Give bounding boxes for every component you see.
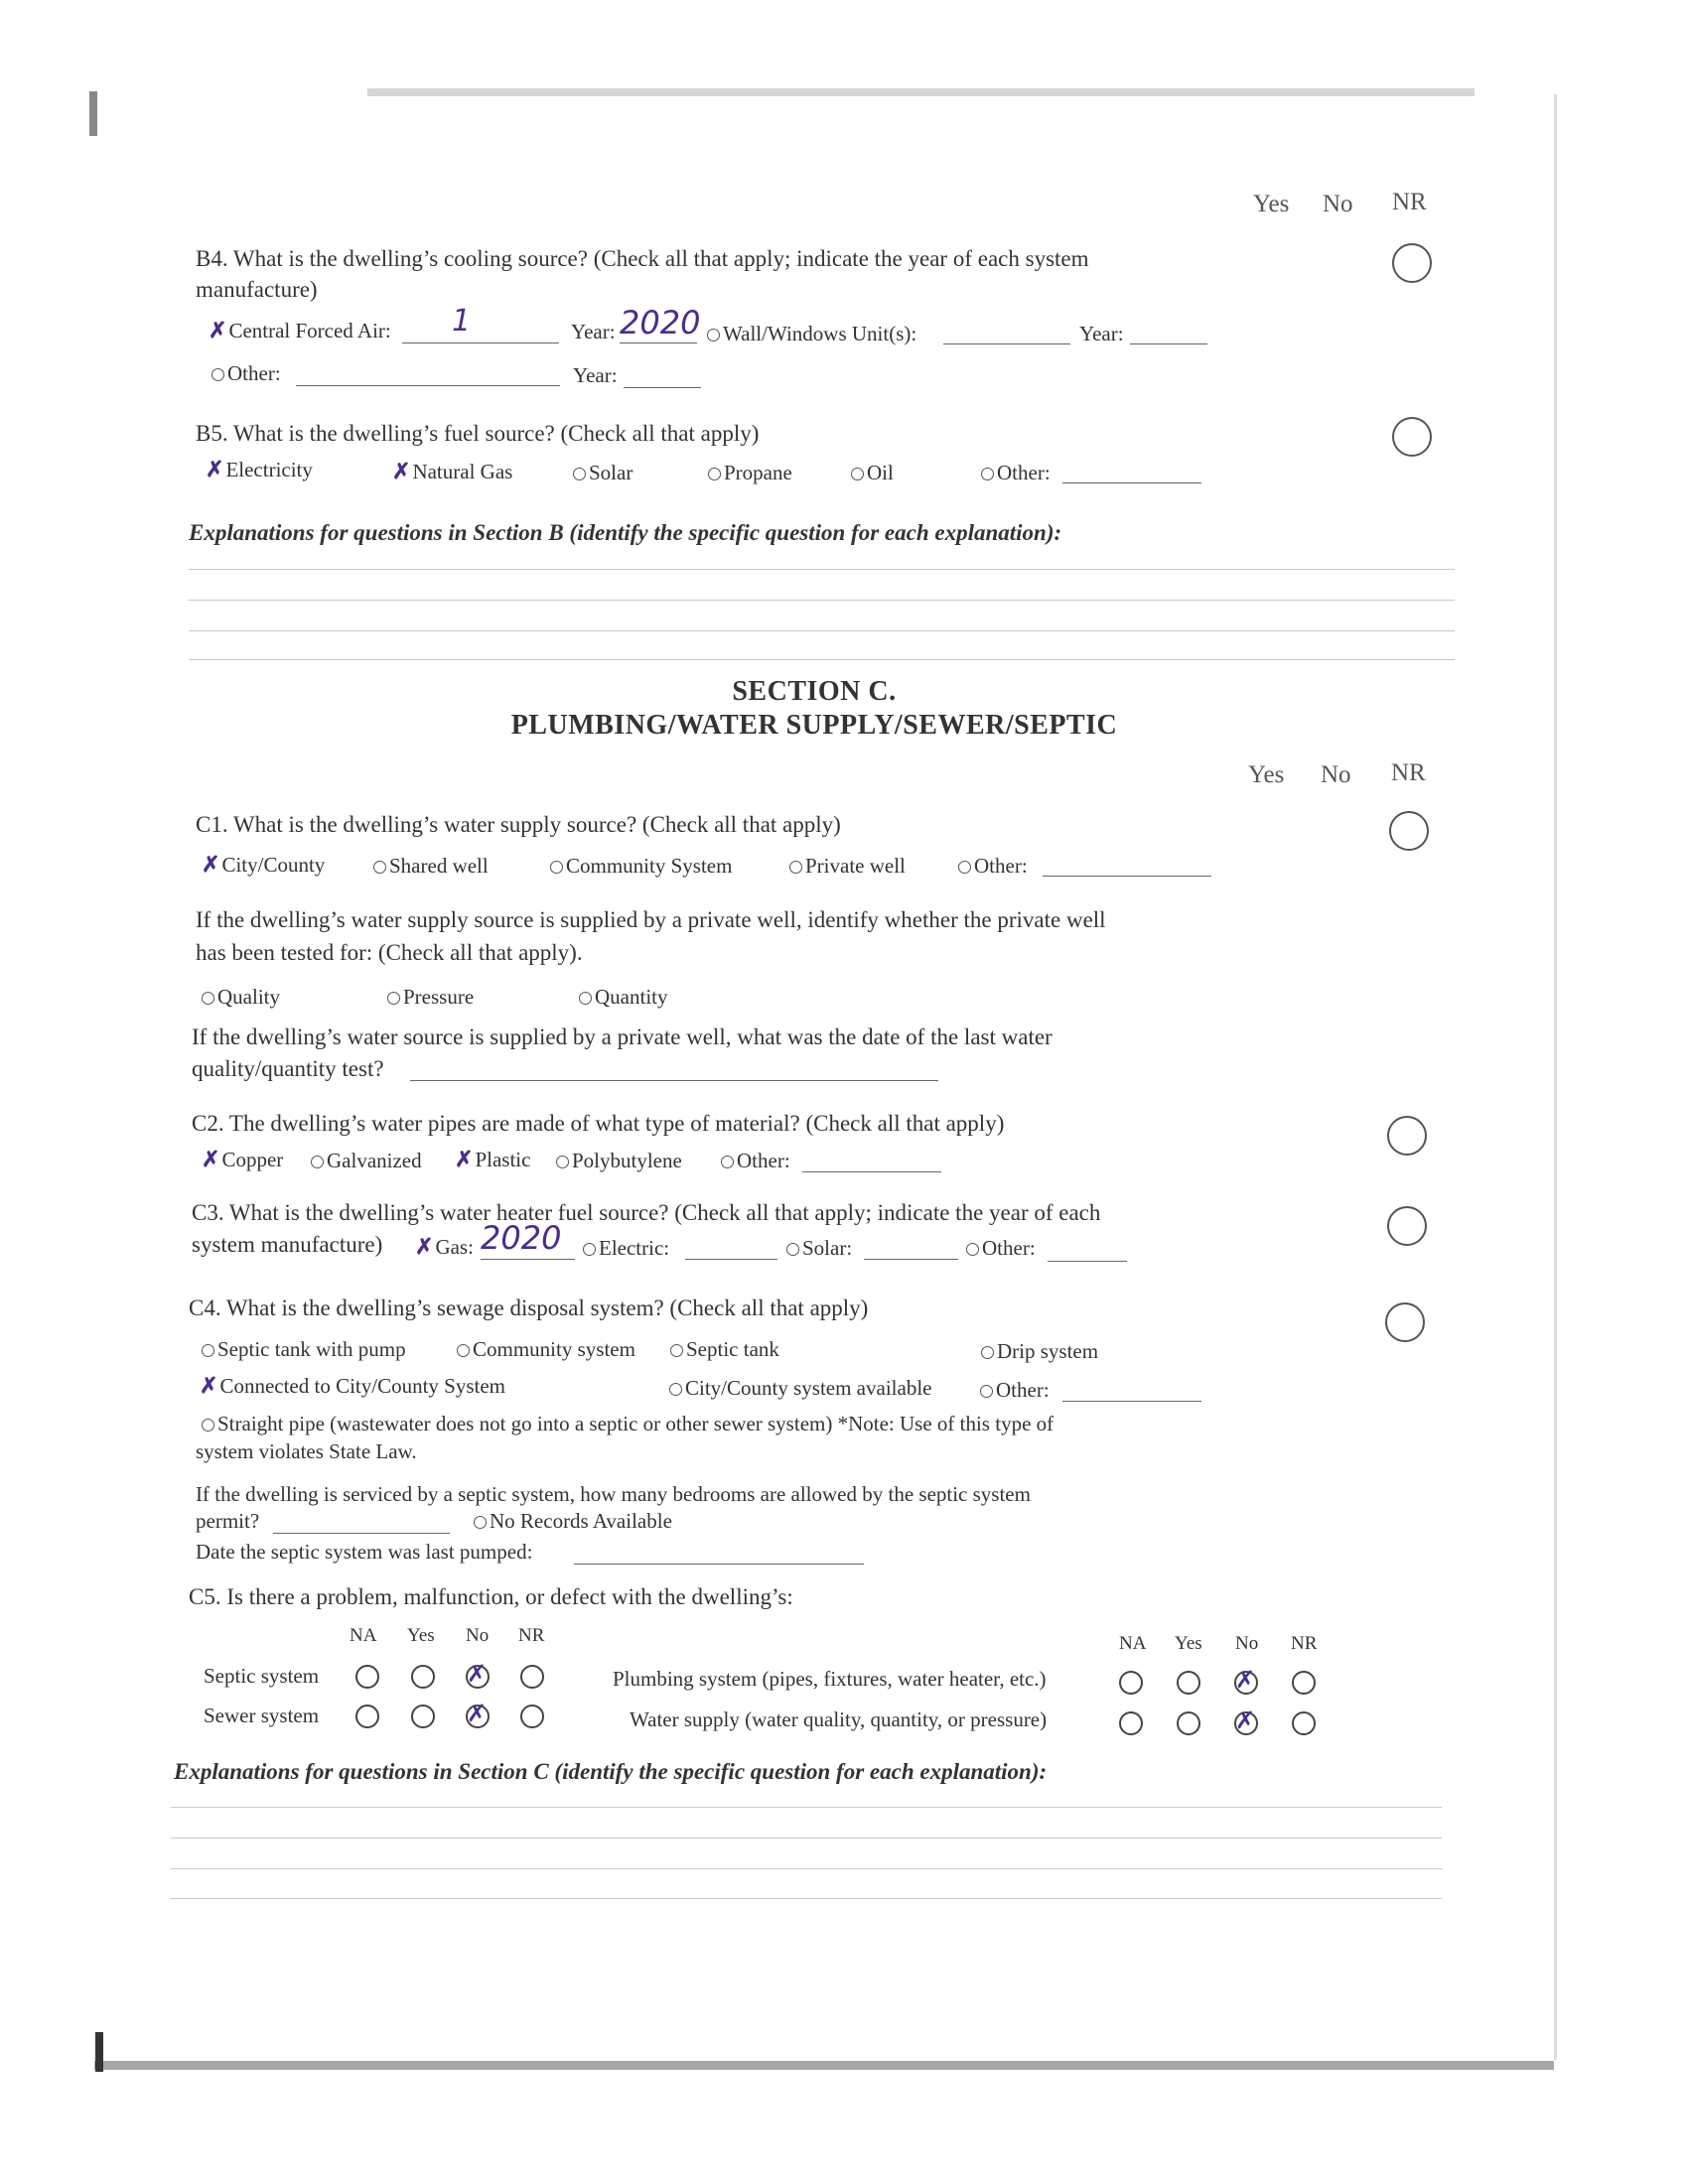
radio-icon — [550, 861, 563, 874]
b4-nr-radio[interactable] — [1392, 243, 1432, 283]
explanation-line[interactable] — [171, 1807, 1442, 1808]
c5-col-yes: Yes — [407, 1625, 435, 1646]
section-c-title: SECTION C. — [732, 676, 897, 707]
b5-natural-gas[interactable] — [392, 459, 512, 484]
b5-electricity[interactable] — [206, 457, 313, 482]
b4-central-year: 2020 — [620, 304, 701, 341]
c5-col-na: NA — [350, 1625, 377, 1646]
radio-icon — [373, 861, 386, 874]
radio-icon — [579, 992, 592, 1005]
c4-system-available[interactable] — [669, 1376, 931, 1401]
c5-col-nr: NR — [518, 1625, 545, 1646]
c5-plumbing-yes[interactable] — [1177, 1671, 1200, 1695]
check-mark-icon: ✗ — [392, 459, 411, 483]
b4-central-value: 1 — [452, 304, 472, 339]
c3-nr-radio[interactable] — [1387, 1206, 1427, 1246]
c4-pumped-question: Date the septic system was last pumped: — [196, 1540, 533, 1564]
b4-other-year-label: Year: — [573, 363, 618, 387]
c5-plumbing-label: Plumbing system (pipes, fixtures, water heater, etc.) — [613, 1667, 1047, 1691]
check-mark-icon: ✗ — [415, 1234, 434, 1259]
radio-icon — [583, 1243, 596, 1256]
check-mark-icon: ✗ — [1235, 1706, 1256, 1734]
c4-community-system[interactable] — [457, 1337, 635, 1362]
c1-other-line — [1043, 876, 1211, 877]
b5-electricity-label: Electricity — [225, 458, 313, 481]
c4-no-records-label: No Records Available — [490, 1509, 672, 1533]
radio-icon — [851, 468, 864, 480]
c1-test-pressure[interactable] — [387, 985, 474, 1010]
col-no: No — [1321, 761, 1351, 788]
b4-wall-line — [943, 343, 1070, 344]
check-mark-icon: ✗ — [209, 318, 227, 342]
c3-other-label: Other: — [982, 1236, 1036, 1260]
check-mark-icon: ✗ — [1235, 1666, 1256, 1694]
c2-galvanized-label: Galvanized — [327, 1149, 422, 1172]
c1-community-system[interactable] — [550, 854, 732, 879]
scan-edge-left — [89, 91, 97, 136]
c3-other[interactable] — [966, 1236, 1036, 1261]
explanation-line[interactable] — [171, 1838, 1442, 1839]
b4-wall-year-label: Year: — [1079, 322, 1124, 345]
c4-other-line — [1062, 1401, 1201, 1402]
radio-icon — [669, 1383, 682, 1396]
c4-drip-system-label: Drip system — [997, 1339, 1099, 1363]
c3-question: C3. What is the dwelling’s water heater fuel source? (Check all that apply; indicate the year of each — [192, 1200, 1101, 1225]
radio-icon — [958, 861, 971, 874]
radio-icon — [981, 1346, 994, 1359]
c5-water-yes[interactable] — [1177, 1711, 1200, 1735]
c4-community-system-label: Community system — [473, 1337, 635, 1361]
b4-other-line — [296, 385, 560, 386]
check-mark-icon: ✗ — [202, 1147, 220, 1171]
c5-col-no: No — [466, 1625, 490, 1646]
section-b-explanations-heading: Explanations for questions in Section B (identify the specific question for each explanation): — [189, 520, 1062, 545]
c1-city-county[interactable] — [202, 852, 325, 878]
check-mark-icon: ✗ — [455, 1147, 474, 1171]
c4-question: C4. What is the dwelling’s sewage disposal system? (Check all that apply) — [189, 1296, 869, 1320]
c4-pumped-line[interactable] — [574, 1564, 864, 1565]
c5-water-label: Water supply (water quality, quantity, or pressure) — [630, 1707, 1048, 1731]
c5-sewer-na[interactable] — [355, 1705, 379, 1728]
b4-year-line — [620, 342, 697, 343]
radio-icon — [721, 1156, 734, 1168]
c5-sewer-nr[interactable] — [520, 1705, 544, 1728]
c4-other-label: Other: — [996, 1378, 1050, 1402]
explanation-line[interactable] — [189, 569, 1455, 570]
explanation-line[interactable] — [171, 1868, 1442, 1869]
c5-septic-label: Septic system — [204, 1664, 320, 1688]
c2-polybutylene-label: Polybutylene — [572, 1149, 682, 1172]
c4-nr-radio[interactable] — [1385, 1302, 1425, 1342]
radio-icon — [707, 329, 720, 341]
c1-test-quantity-label: Quantity — [595, 985, 668, 1009]
c4-straight-pipe-label: Straight pipe (wastewater does not go into a septic or other sewer system) *Note: Use of this type of — [217, 1412, 1055, 1435]
c1-city-county-label: City/County — [221, 853, 326, 877]
c1-other[interactable] — [958, 854, 1028, 879]
b5-solar[interactable] — [573, 461, 633, 485]
c5-sewer-label: Sewer system — [204, 1704, 320, 1727]
c1-shared-well-label: Shared well — [389, 854, 489, 878]
c4-bedrooms-question-2: permit? — [196, 1509, 260, 1533]
col-nr: NR — [1392, 189, 1427, 215]
explanation-line[interactable] — [171, 1898, 1442, 1899]
b5-propane[interactable] — [708, 461, 792, 485]
c5-plumbing-nr[interactable] — [1292, 1671, 1316, 1695]
radio-icon — [786, 1243, 799, 1256]
radio-icon — [211, 368, 224, 381]
explanation-line[interactable] — [189, 600, 1455, 601]
c5-septic-nr[interactable] — [520, 1665, 544, 1689]
c5-col-no: No — [1235, 1633, 1259, 1654]
c4-bedrooms-question: If the dwelling is serviced by a septic system, how many bedrooms are allowed by the septic system — [196, 1482, 1031, 1506]
c5-water-na[interactable] — [1119, 1711, 1143, 1735]
b4-wall-option[interactable] — [707, 322, 916, 346]
c4-connected-label: Connected to City/County System — [219, 1374, 506, 1398]
c4-septic-tank[interactable] — [670, 1337, 779, 1362]
radio-icon — [966, 1243, 979, 1256]
radio-icon — [311, 1156, 324, 1168]
b4-other-year-line — [624, 387, 701, 388]
radio-icon — [789, 861, 802, 874]
radio-icon — [981, 468, 994, 480]
radio-icon — [457, 1344, 470, 1357]
col-nr: NR — [1391, 759, 1426, 786]
c3-other-line — [1048, 1261, 1127, 1262]
c2-plastic[interactable] — [455, 1147, 530, 1172]
radio-icon — [387, 992, 400, 1005]
radio-icon — [573, 468, 586, 480]
check-mark-icon: ✗ — [200, 1373, 218, 1398]
c1-test-pressure-label: Pressure — [403, 985, 475, 1009]
c2-polybutylene[interactable] — [556, 1149, 682, 1173]
c4-system-available-label: City/County system available — [685, 1376, 932, 1400]
c4-bedrooms-line[interactable] — [273, 1533, 450, 1534]
b5-nr-radio[interactable] — [1392, 417, 1432, 457]
radio-icon — [474, 1516, 487, 1529]
b5-solar-label: Solar — [589, 461, 633, 484]
b5-propane-label: Propane — [724, 461, 792, 484]
c2-other[interactable] — [721, 1149, 790, 1173]
scan-edge-right — [1554, 94, 1557, 2060]
c1-test-quality[interactable] — [202, 985, 280, 1010]
radio-icon — [202, 992, 214, 1005]
c2-question: C2. The dwelling’s water pipes are made of what type of material? (Check all that apply) — [192, 1111, 1005, 1136]
c5-septic-yes[interactable] — [411, 1665, 435, 1689]
scan-edge-top — [367, 88, 1475, 96]
radio-icon — [670, 1344, 683, 1357]
c4-drip-system[interactable] — [981, 1339, 1098, 1364]
c5-water-nr[interactable] — [1292, 1711, 1316, 1735]
c4-septic-pump[interactable] — [202, 1337, 406, 1362]
c4-connected[interactable] — [200, 1373, 505, 1399]
c5-col-nr: NR — [1291, 1633, 1318, 1654]
c3-electric-label: Electric: — [599, 1236, 670, 1260]
c1-date-line[interactable] — [410, 1080, 938, 1081]
radio-icon — [708, 468, 721, 480]
c5-question: C5. Is there a problem, malfunction, or defect with the dwelling’s: — [189, 1584, 793, 1609]
c1-well-question-2: has been tested for: (Check all that apply). — [196, 940, 583, 965]
c3-electric-line — [685, 1259, 777, 1260]
check-mark-icon: ✗ — [467, 1700, 488, 1727]
c3-gas-label: Gas: — [435, 1235, 474, 1259]
b5-oil-label: Oil — [867, 461, 894, 484]
explanation-line[interactable] — [189, 659, 1455, 660]
c3-electric[interactable] — [583, 1236, 669, 1261]
b5-other-label: Other: — [997, 461, 1051, 484]
c3-gas-year: 2020 — [481, 1219, 562, 1257]
section-c-subtitle: PLUMBING/WATER SUPPLY/SEWER/SEPTIC — [510, 710, 1118, 741]
check-mark-icon: ✗ — [206, 457, 224, 481]
c1-date-question: If the dwelling’s water source is supplied by a private well, what was the date of the last water — [192, 1024, 1053, 1049]
c4-straight-pipe[interactable] — [202, 1412, 1054, 1436]
c5-sewer-yes[interactable] — [411, 1705, 435, 1728]
c1-test-quantity[interactable] — [579, 985, 668, 1010]
col-yes: Yes — [1253, 191, 1290, 217]
b5-natural-gas-label: Natural Gas — [412, 460, 513, 483]
b4-question: B4. What is the dwelling’s cooling source? (Check all that apply; indicate the year of each system — [196, 246, 1089, 271]
col-no: No — [1323, 191, 1353, 217]
c4-straight-note: system violates State Law. — [196, 1439, 417, 1463]
c1-shared-well[interactable] — [373, 854, 489, 879]
c1-private-well[interactable] — [789, 854, 906, 879]
c2-other-line — [802, 1171, 941, 1172]
b4-year-label: Year: — [571, 320, 616, 343]
b4-question-2: manufacture) — [196, 277, 318, 302]
radio-icon — [980, 1385, 993, 1398]
b4-central-label: Central Forced Air: — [228, 319, 391, 342]
b5-other-line — [1062, 482, 1201, 483]
c1-private-well-label: Private well — [805, 854, 906, 878]
b5-oil[interactable] — [851, 461, 894, 485]
c3-question-2: system manufacture) — [192, 1232, 383, 1257]
c3-solar[interactable] — [786, 1236, 852, 1261]
c4-other[interactable] — [980, 1378, 1050, 1403]
c2-other-label: Other: — [737, 1149, 790, 1172]
col-yes: Yes — [1248, 761, 1285, 788]
b5-question: B5. What is the dwelling’s fuel source? (Check all that apply) — [196, 421, 760, 446]
explanation-line[interactable] — [189, 630, 1455, 631]
c1-test-quality-label: Quality — [217, 985, 280, 1009]
scan-edge-bottom — [94, 2061, 1554, 2070]
c3-solar-label: Solar: — [802, 1236, 853, 1260]
c5-plumbing-na[interactable] — [1119, 1671, 1143, 1695]
c1-date-question-2: quality/quantity test? — [192, 1056, 384, 1081]
scan-edge-corner — [95, 2032, 103, 2072]
b4-other-option[interactable] — [211, 361, 281, 386]
b5-other[interactable] — [981, 461, 1051, 485]
c1-nr-radio[interactable] — [1389, 811, 1429, 851]
c2-copper[interactable] — [202, 1147, 283, 1172]
c2-copper-label: Copper — [221, 1148, 284, 1171]
c5-col-na: NA — [1119, 1633, 1147, 1654]
c1-question: C1. What is the dwelling’s water supply source? (Check all that apply) — [196, 812, 841, 837]
check-mark-icon: ✗ — [202, 852, 220, 877]
c5-septic-na[interactable] — [355, 1665, 379, 1689]
c3-gas[interactable] — [415, 1234, 474, 1260]
c4-septic-pump-label: Septic tank with pump — [217, 1337, 406, 1361]
section-c-explanations-heading: Explanations for questions in Section C (identify the specific question for each explanation): — [174, 1759, 1048, 1784]
check-mark-icon: ✗ — [467, 1660, 488, 1688]
c1-well-question: If the dwelling’s water supply source is supplied by a private well, identify whether the private well — [196, 907, 1106, 932]
radio-icon — [202, 1344, 214, 1357]
b4-central-option[interactable] — [209, 318, 391, 343]
b4-other-label: Other: — [227, 361, 281, 385]
c4-no-records[interactable] — [474, 1509, 672, 1534]
c2-nr-radio[interactable] — [1387, 1116, 1427, 1156]
radio-icon — [556, 1156, 569, 1168]
c5-col-yes: Yes — [1175, 1633, 1202, 1654]
c3-gas-line — [481, 1259, 575, 1260]
c4-septic-tank-label: Septic tank — [686, 1337, 779, 1361]
c2-galvanized[interactable] — [311, 1149, 422, 1173]
b4-wall-year-line — [1130, 343, 1207, 344]
c1-community-system-label: Community System — [566, 854, 733, 878]
c1-other-label: Other: — [974, 854, 1028, 878]
c3-solar-line — [864, 1259, 958, 1260]
radio-icon — [202, 1419, 214, 1432]
b4-wall-label: Wall/Windows Unit(s): — [723, 322, 917, 345]
c2-plastic-label: Plastic — [475, 1148, 531, 1171]
b4-central-line — [402, 342, 559, 343]
